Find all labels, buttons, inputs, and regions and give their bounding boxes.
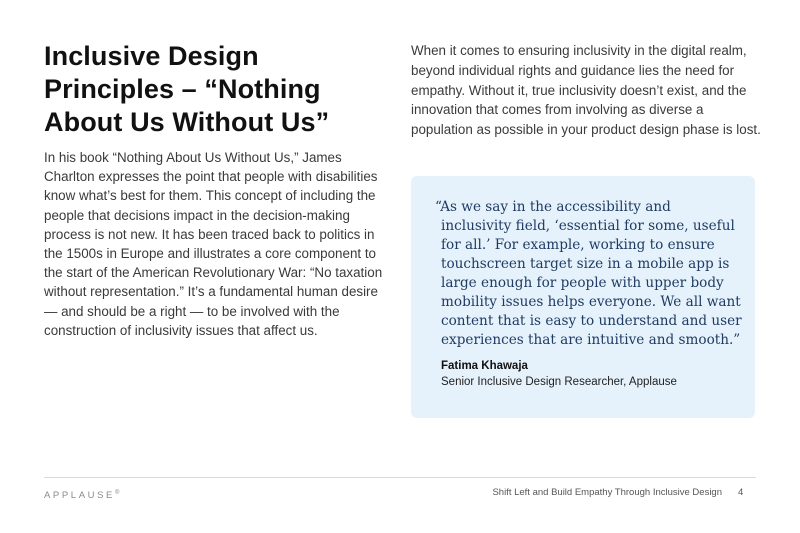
body-paragraph: In his book “Nothing About Us Without Us,” James Charlton expresses the point that people with disabilities know what’s best for them. This concept of including the people that decisions impact in the decision-making process is not new. It has been traced back to politics in the 1500s in Europe and illustrates a core component to the start of the American Revolutionary War: “No taxation without representation.” It’s a fundamental human desire — and should be a right — to be involved with the construction of inclusivity issues that affect us. bbox=[44, 150, 383, 338]
applause-logo bbox=[44, 490, 119, 501]
page-title-line-2: Principles – “Nothing bbox=[44, 74, 321, 104]
pull-quote-box bbox=[411, 176, 755, 418]
applause-logo-text: APPLAUSE bbox=[44, 490, 115, 502]
page-title-line-3: About Us Without Us” bbox=[44, 107, 330, 137]
page-number: 4 bbox=[738, 487, 744, 498]
page-title-line-1: Inclusive Design bbox=[44, 41, 259, 71]
quote-author-name: Fatima Khawaja bbox=[441, 360, 528, 372]
footer-divider bbox=[44, 477, 756, 478]
intro-text bbox=[411, 41, 761, 140]
quote-author-role: Senior Inclusive Design Researcher, Applause bbox=[441, 376, 677, 388]
registered-mark-icon: ® bbox=[114, 490, 120, 496]
body-text bbox=[44, 148, 394, 340]
footer-document-title: Shift Left and Build Empathy Through Inclusive Design bbox=[492, 487, 722, 498]
quote-text: “As we say in the accessibility and inclusivity field, ‘essential for some, useful for all.’ For example, working to ensure touchscreen target size in a mobile app is large enough for people with upper body mobility issues helps everyone. We all want content that is easy to understand and user experiences that are intuitive and smooth.” bbox=[435, 199, 742, 348]
page-title bbox=[44, 40, 384, 139]
intro-paragraph: When it comes to ensuring inclusivity in the digital realm, beyond individual rights and guidance lies the need for empathy. Without it, true inclusivity doesn’t exist, and the innovation that comes from involving as diverse a population as possible in your product design phase is lost. bbox=[411, 43, 761, 138]
